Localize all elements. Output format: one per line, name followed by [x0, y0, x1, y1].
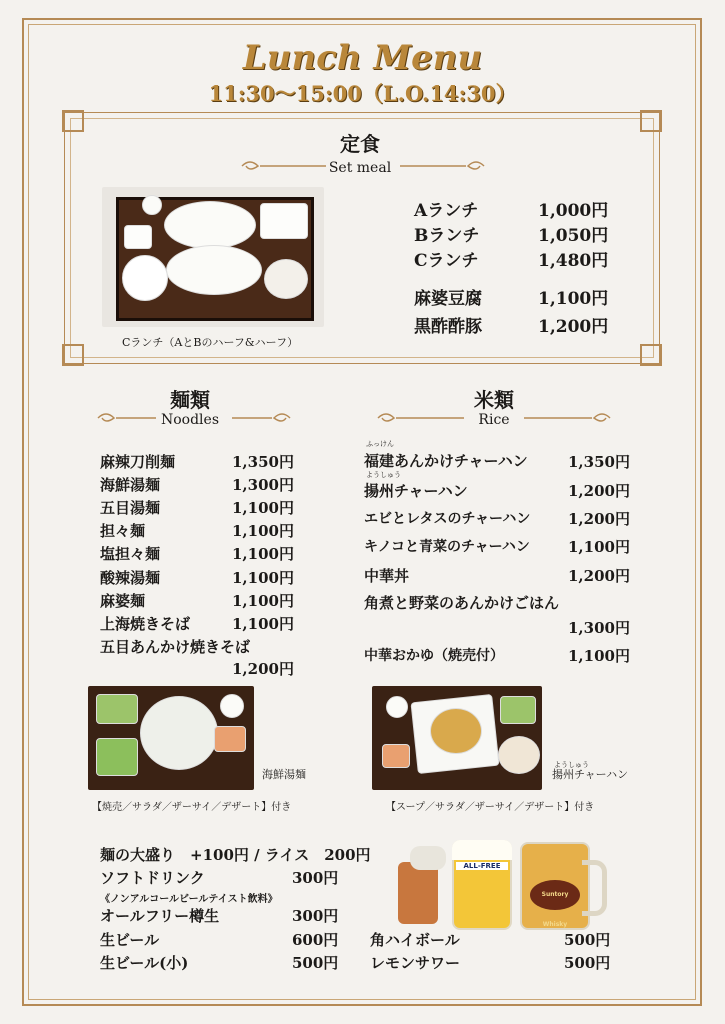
drink-item: オールフリー樽生 [100, 907, 220, 925]
noodle-item: 上海焼きそば [100, 615, 191, 633]
noodle-item: 塩担々麺 [100, 545, 161, 563]
rice-price: 1,100円 [568, 647, 630, 665]
rice-includes: 【スープ／サラダ／ザーサイ／デザート】付き [386, 802, 595, 813]
rice-item-ruby: ようしゅう [366, 471, 401, 479]
set-meal-subheading: Set meal [328, 160, 392, 176]
seafood-noodle-photo [88, 686, 254, 790]
drink-price: 600円 [292, 931, 339, 949]
noodle-item: 酸辣湯麺 [100, 569, 161, 587]
noodle-price: 1,100円 [232, 499, 294, 517]
set-meal-item: Cランチ [414, 251, 479, 271]
drink-item: 生ビール [100, 931, 160, 949]
set-meal-item: 黒酢酢豚 [414, 317, 482, 337]
corner-ornament [640, 344, 662, 366]
noodle-price: 1,100円 [232, 522, 294, 540]
rice-heading: 米類 [474, 388, 514, 412]
noodle-price: 1,100円 [232, 545, 294, 563]
rice-subheading: Rice [478, 412, 510, 428]
allfree-logo: ALL-FREE [456, 862, 508, 870]
noodle-price: 1,350円 [232, 453, 294, 471]
set-meal-item: Aランチ [414, 201, 479, 221]
set-meal-price: 1,200円 [538, 317, 609, 337]
noodle-price: 1,100円 [232, 615, 294, 633]
set-meal-price: 1,050円 [538, 226, 609, 246]
rice-item-ruby: ふっけん [366, 440, 394, 448]
corner-ornament [640, 110, 662, 132]
suntory-logo: Suntory Whisky [530, 880, 580, 910]
noodles-subheading: Noodles [160, 412, 220, 428]
corner-ornament [62, 344, 84, 366]
drink-item: 角ハイボール [370, 931, 460, 949]
set-meal-item: Bランチ [414, 226, 480, 246]
rice-price: 1,350円 [568, 453, 630, 471]
drinks-photo [396, 832, 612, 936]
rice-item: 福建あんかけチャーハン [364, 452, 528, 470]
noodle-photo-label: 海鮮湯麺 [262, 768, 306, 781]
rice-item: 中華おかゆ（焼売付） [364, 648, 504, 664]
noodle-item: 五目あんかけ焼きそば [100, 638, 251, 656]
noodle-price: 1,100円 [232, 569, 294, 587]
drink-price: 500円 [564, 954, 611, 972]
yangzhou-fried-rice-photo [372, 686, 542, 790]
drink-price: 500円 [564, 931, 611, 949]
set-meal-item: 麻婆豆腐 [414, 289, 482, 309]
rice-item: 中華丼 [364, 567, 410, 585]
rice-price: 1,300円 [568, 619, 630, 637]
noodle-price: 1,300円 [232, 476, 294, 494]
rice-price: 1,200円 [568, 510, 630, 528]
corner-ornament [62, 110, 84, 132]
noodle-includes: 【焼売／サラダ／ザーサイ／デザート】付き [92, 802, 292, 813]
noodle-item: 麻婆麺 [100, 592, 146, 610]
drink-item: 生ビール(小) [100, 954, 189, 972]
rice-item: エビとレタスのチャーハン [364, 511, 531, 527]
drink-price: 300円 [292, 869, 339, 887]
rice-price: 1,200円 [568, 482, 630, 500]
drink-item: ソフトドリンク [100, 869, 205, 887]
noodle-item: 海鮮湯麺 [100, 476, 161, 494]
set-meal-price: 1,480円 [538, 251, 609, 271]
menu-title: Lunch Menu [242, 38, 483, 78]
noodle-price: 1,200円 [232, 660, 294, 678]
rice-item: 揚州チャーハン [364, 482, 468, 500]
extra-large-rice: 麺の大盛り +100円 / ライス 200円 [100, 846, 371, 864]
drink-item: レモンサワー [370, 954, 461, 972]
c-lunch-photo [102, 187, 324, 327]
set-meal-price: 1,100円 [538, 289, 609, 309]
set-meal-photo-caption: Cランチ（AとBのハーフ&ハーフ） [122, 336, 299, 349]
rice-price: 1,200円 [568, 567, 630, 585]
rice-item: キノコと青菜のチャーハン [364, 539, 530, 555]
noodle-item: 担々麺 [100, 522, 146, 540]
rice-photo-label: 揚州チャーハン [552, 768, 629, 781]
set-meal-price: 1,000円 [538, 201, 609, 221]
drink-price: 300円 [292, 907, 339, 925]
noodle-item: 麻辣刀削麺 [100, 453, 176, 471]
rice-photo-ruby: ようしゅう [554, 761, 589, 769]
noodle-item: 五目湯麺 [100, 499, 161, 517]
nonalcohol-note: 《ノンアルコールビールテイスト飲料》 [100, 894, 278, 905]
set-meal-heading: 定食 [340, 132, 380, 156]
menu-hours: 11:30～15:00（L.O.14:30） [208, 81, 517, 106]
noodle-price: 1,100円 [232, 592, 294, 610]
rice-item: 角煮と野菜のあんかけごはん [364, 594, 560, 612]
rice-price: 1,100円 [568, 538, 630, 556]
noodles-heading: 麺類 [170, 388, 210, 412]
drink-price: 500円 [292, 954, 339, 972]
